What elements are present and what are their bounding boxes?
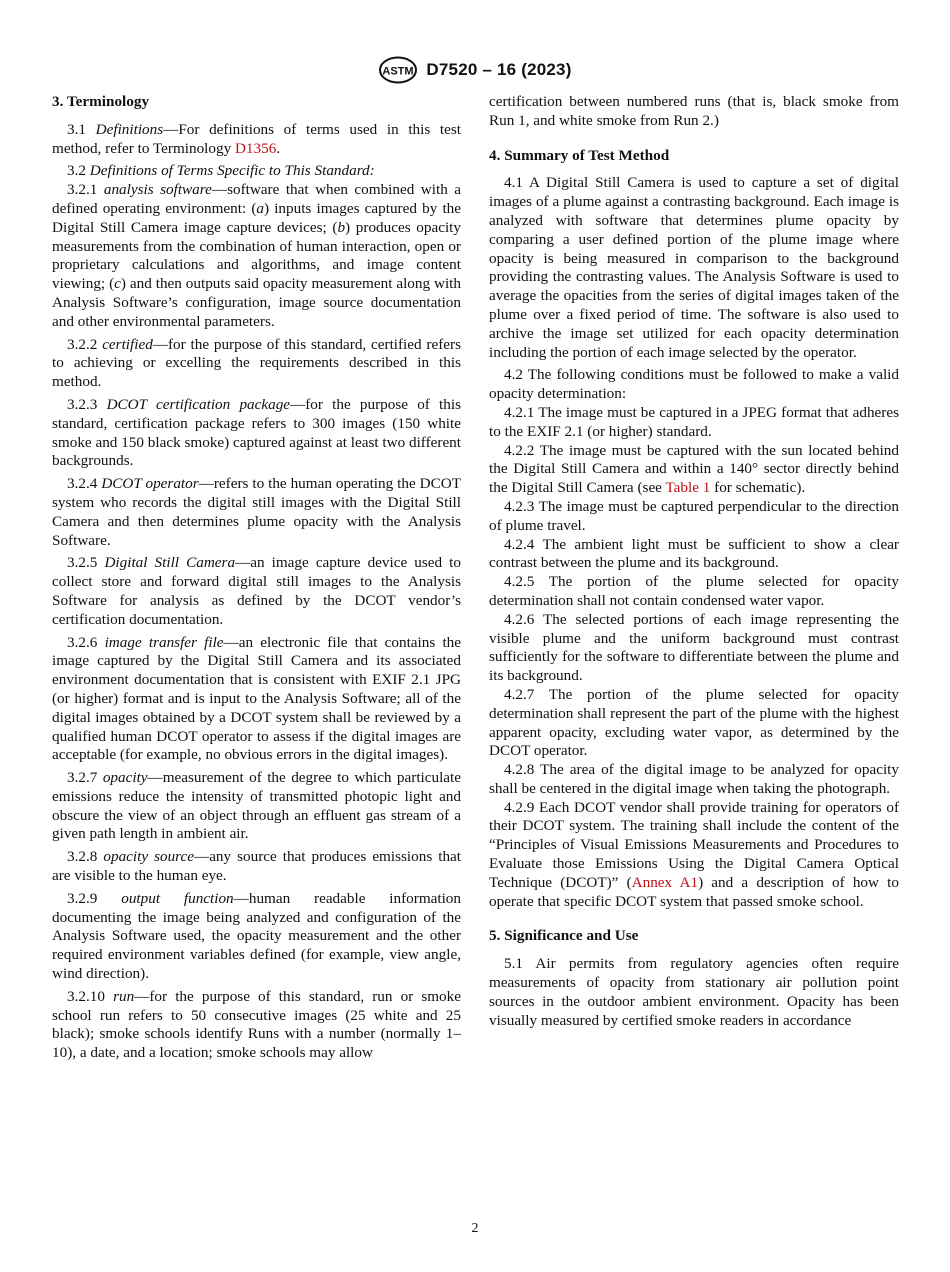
para-5-1: 5.1 Air permits from regulatory agencies often require measurements of opacity from stationary air pollution point sources in the outdoor ambient environment. Opacity has been visually measured by certified smoke readers in accordance [489, 955, 899, 1029]
para-4-2-4: 4.2.4 The ambient light must be sufficient to show a clear contrast between the plume and its background. [489, 535, 899, 572]
para-3-2-8: 3.2.8 opacity source—any source that produces emissions that are visible to the human eye. [52, 848, 461, 885]
para-4-2: 4.2 The following conditions must be followed to make a valid opacity determination: [489, 366, 899, 403]
page-header [0, 56, 950, 84]
para-3-2: 3.2 Definitions of Terms Specific to This Standard: [67, 162, 375, 180]
para-4-1: 4.1 A Digital Still Camera is used to capture a set of digital images of a plume against a contrasting background. Each image is analyzed with software that determines plume opacity by comparing a user defined portion of the plume image where opacity is being measured in comparison to the background providing the contrasting values. The Analysis Software is used to average the opacities from the series of digital images taken of the plume over a fixed period of time. The software is also used to archive the image set utilized for each opacity determination including the portion of each image selected by the operator. [489, 174, 899, 361]
para-4-2-6: 4.2.6 The selected portions of each image representing the visible plume and the uniform background must contrast sufficiently for the software to differentiate between the plume and its background. [489, 610, 899, 685]
para-3-2-1: 3.2.1 analysis software—software that when combined with a defined operating environment: (a) inputs images captured by the Digital Still Camera image capture devices; (b) produces opacity measurements from the combination of human interaction, open or proprietary calculations and algorithms, and image content viewing; (c) and then outputs said opacity measurement along with Analysis Software’s configuration, image source documentation and other environmental parameters. [52, 181, 462, 330]
section-4-heading: 4. Summary of Test Method [489, 146, 670, 164]
para-4-2-2: 4.2.2 The image must be captured with the sun located behind the Digital Still Camera and within a 140° sector directly behind the Digital Still Camera (see Table 1 for schematic). [489, 441, 899, 497]
para-3-2-10: 3.2.10 run—for the purpose of this standard, run or smoke school run refers to 50 consecutive images (25 white and 25 black); smoke schools identify Runs with a number (normally 1–10), a date, and a location; smoke schools may allow [52, 987, 461, 1062]
para-3-2-6: 3.2.6 image transfer file—an electronic file that contains the image captured by the Digital Still Camera and its associated environment documentation that is consistent with EXIF 2.1 JPG (or higher) format and is input to the Analysis Software; all of the digital images obtained by a DCOT system shall be reviewed by a qualified human DCOT operator to assess if the digital images are acceptable (for example, no obvious errors in the digital images). [52, 633, 462, 764]
para-3-2-2: 3.2.2 certified—for the purpose of this standard, certified refers to achieving or excelling the requirements described in this method. [52, 335, 461, 391]
para-4-2-8: 4.2.8 The area of the digital image to be analyzed for opacity shall be centered in the digital image when taking the photograph. [489, 761, 899, 797]
standard-designation: D7520 – 16 (2023) [426, 60, 572, 79]
para-3-2-3: 3.2.3 DCOT certification package—for the purpose of this standard, certification package refers to 300 images (150 white smoke and 150 black smoke) captured against at least two different backgrounds. [52, 395, 461, 470]
right-column [489, 93, 899, 1030]
para-3-2-10-continued: certification between numbered runs (that is, black smoke from Run 1, and white smoke from Run 2.) [489, 93, 899, 129]
link-annex-a1[interactable]: Annex A1 [631, 873, 699, 891]
astm-logo-icon [378, 56, 418, 84]
page-number: 2 [471, 1221, 479, 1236]
para-4-2-5: 4.2.5 The portion of the plume selected for opacity determination shall not contain condensed water vapor. [489, 573, 899, 609]
para-3-1: 3.1 Definitions—For definitions of terms used in this test method, refer to Terminology D1356. [52, 120, 462, 157]
para-3-2-7: 3.2.7 opacity—measurement of the degree to which particulate emissions reduce the intensity of transmitted photopic light and obscure the view of an object through an effluent gas stream of a given path length in ambient air. [52, 769, 462, 843]
link-d1356[interactable]: D1356 [234, 139, 277, 157]
link-table-1[interactable]: Table 1 [665, 479, 711, 497]
astm-logo-text: ASTM [382, 65, 414, 78]
para-4-2-7: 4.2.7 The portion of the plume selected for opacity determination shall represent the part of the plume with the highest apparent opacity, excluding water vapor, as determined by the DCOT operator. [489, 685, 899, 760]
section-5-heading: 5. Significance and Use [489, 927, 639, 945]
left-column [52, 93, 461, 1063]
para-3-2-5: 3.2.5 Digital Still Camera—an image capture device used to collect store and forward digital still images to the Analysis Software for analysis as defined by the DCOT vendor’s certification documentation. [52, 554, 461, 628]
para-3-2-4: 3.2.4 DCOT operator—refers to the human operating the DCOT system who records the digital still images with the Digital Still Camera and then determines plume opacity with the Analysis Software. [52, 475, 461, 549]
section-3-heading: 3. Terminology [52, 93, 150, 110]
para-3-2-9: 3.2.9 output function—human readable information documenting the image being analyzed and configuration of the Analysis Software used, the opacity measurement and the other required environment variables defined (for example, view angle, wind direction). [52, 889, 461, 983]
para-4-2-9: 4.2.9 Each DCOT vendor shall provide training for operators of their DCOT system. The training shall include the content of the “Principles of Visual Emissions Measurements and Procedures to Evaluate those Emissions Using the Digital Camera Optical Technique (DCOT)” (Annex A1) and a description of how to operate that specific DCOT system that passed smoke school. [489, 798, 899, 910]
para-4-2-1: 4.2.1 The image must be captured in a JPEG format that adheres to the EXIF 2.1 (or higher) standard. [489, 403, 899, 440]
para-4-2-3: 4.2.3 The image must be captured perpendicular to the direction of plume travel. [489, 497, 899, 534]
